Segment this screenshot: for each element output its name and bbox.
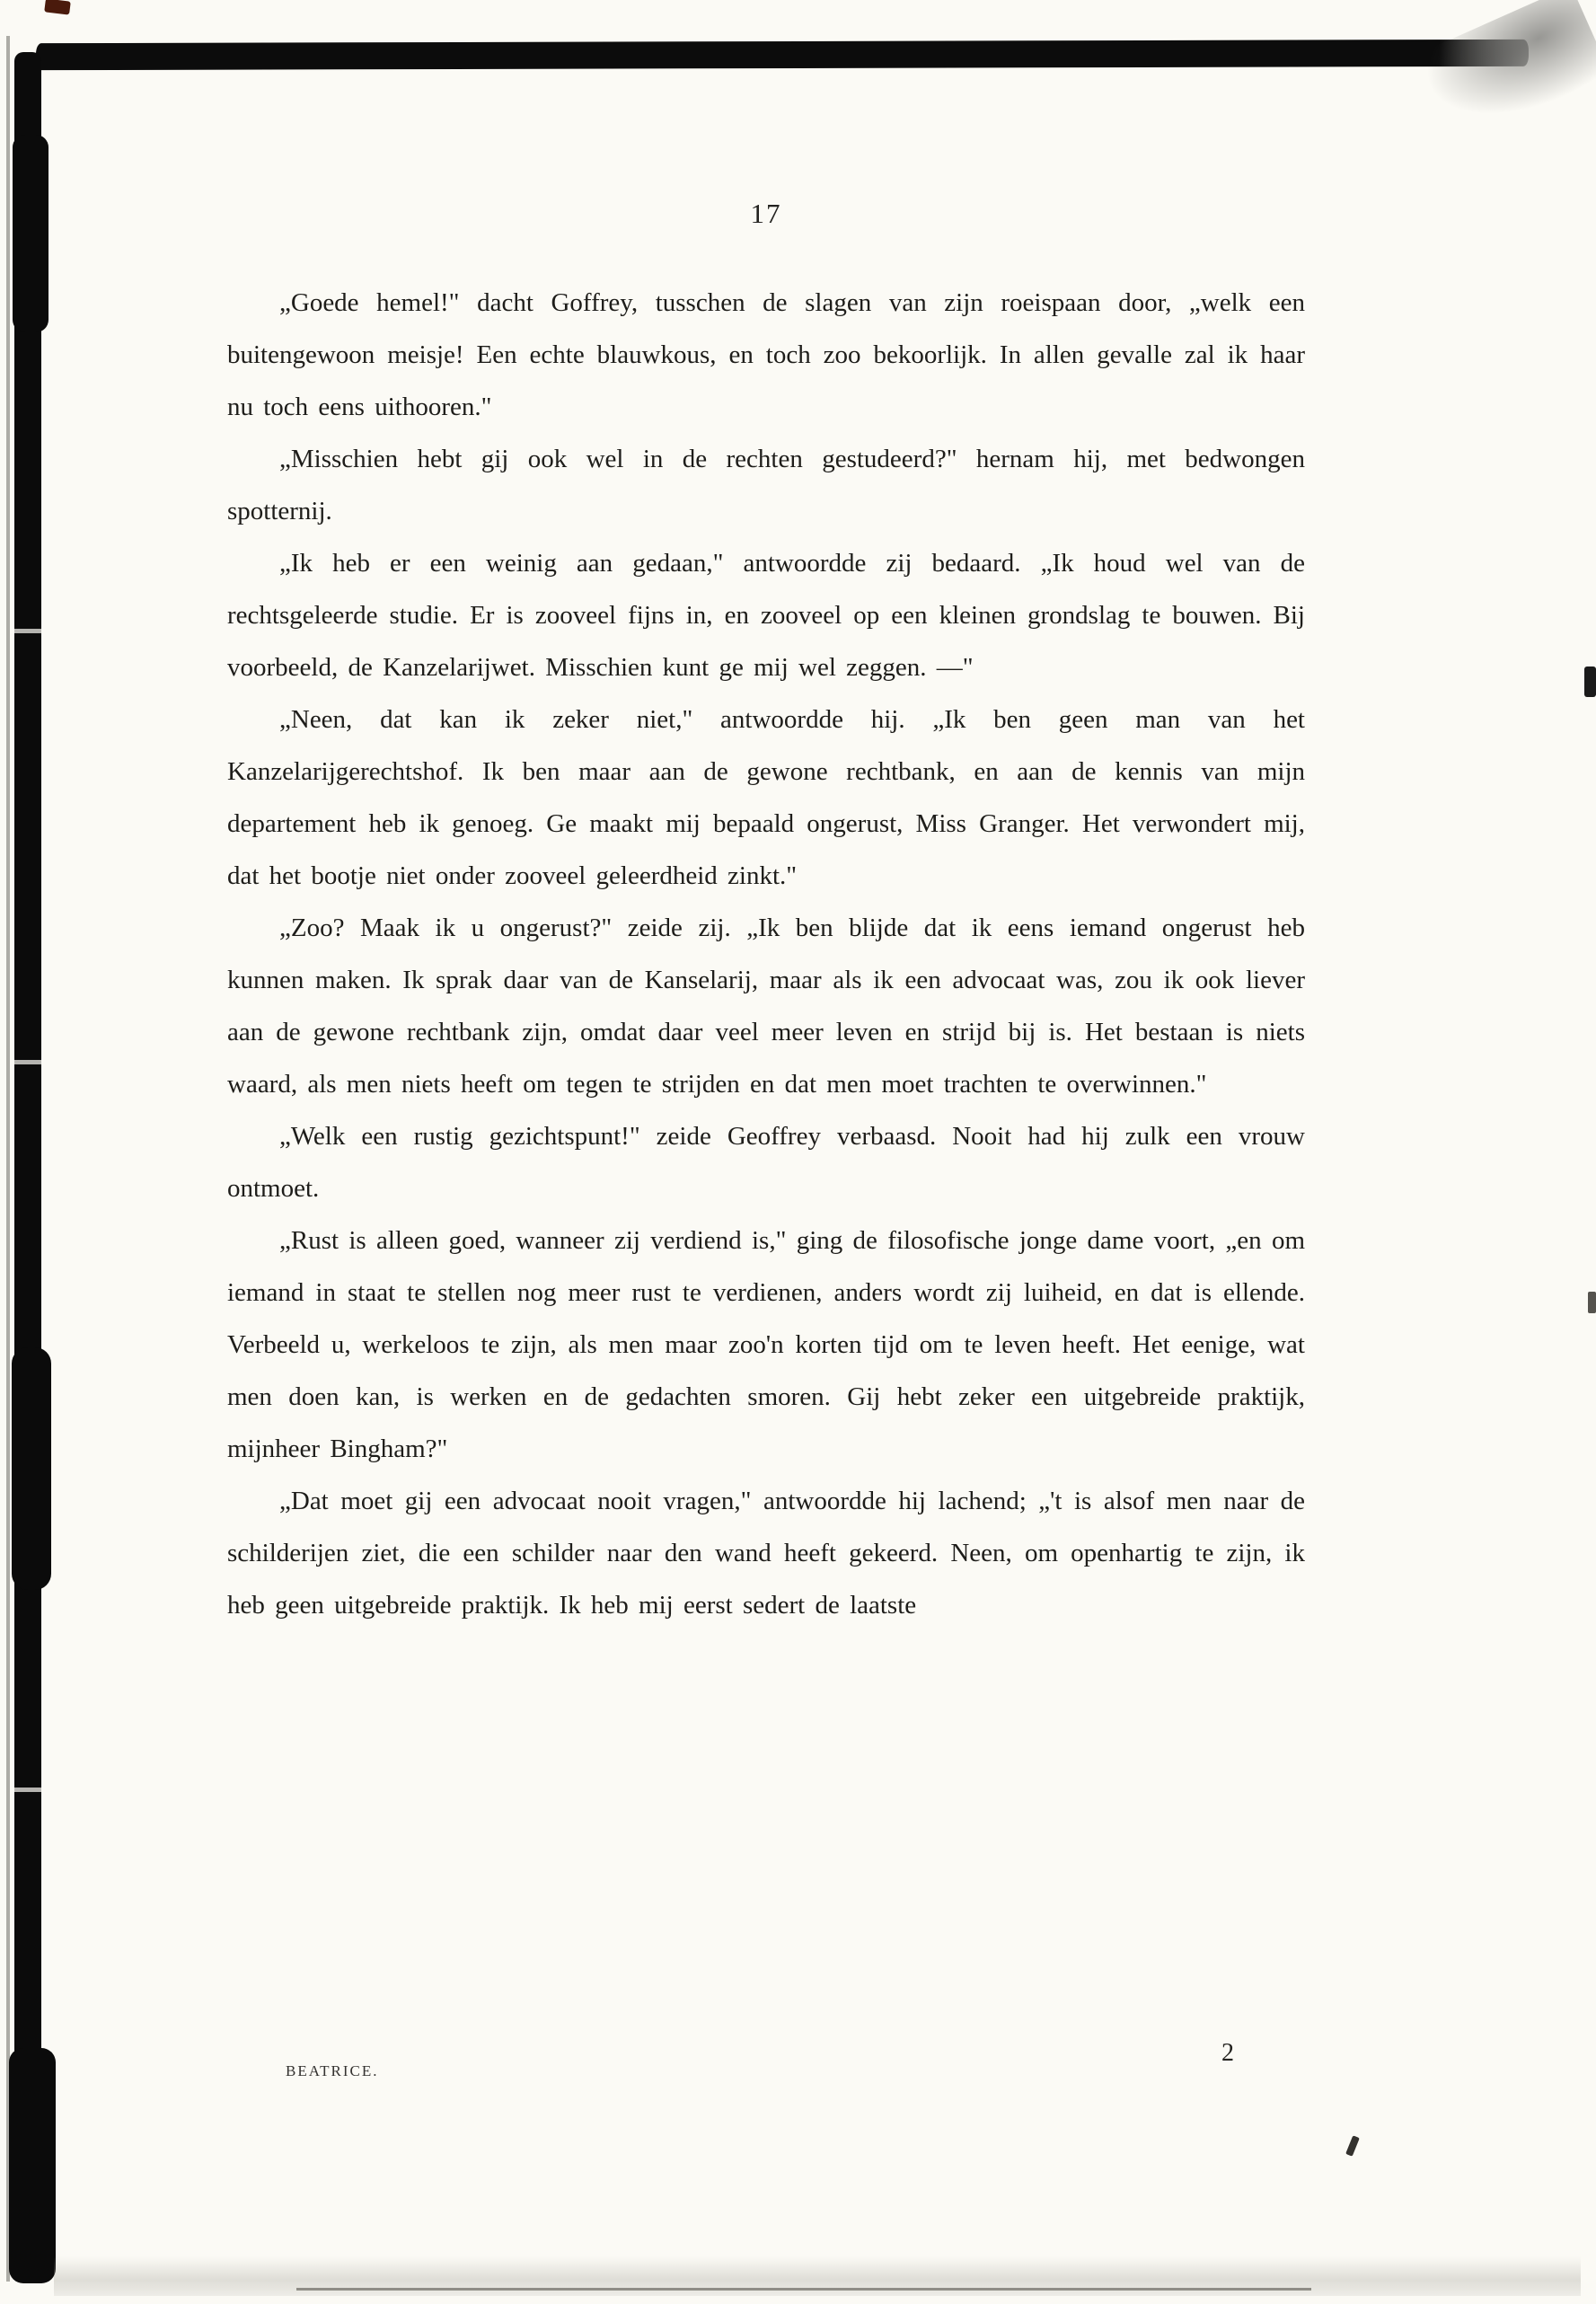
paragraph: „Misschien hebt gij ook wel in de rechten gestudeerd?" hernam hij, met bedwongen spotternij. <box>227 445 1305 525</box>
scan-blob-left-bottom <box>9 2048 56 2283</box>
scan-edge-top <box>36 40 1529 70</box>
paragraph: „Zoo? Maak ik u ongerust?" zeide zij. „Ik ben blijde dat ik eens iemand ongerust heb kunnen maken. Ik sprak daar van de Kanselarij, maar als ik een advocaat was, zou ik ook liever aan de gewone rechtbank zijn, omdat daar veel meer leven en strijd bij is. Het bestaan is niets waard, als men niets heeft om tegen te strijden en dat men moet trachten te overwinnen." <box>227 914 1305 1099</box>
scan-tick-right <box>1584 666 1596 697</box>
scan-gap-left <box>14 629 41 633</box>
scan-line-bottom <box>296 2288 1311 2291</box>
scan-gap-left <box>14 1060 41 1064</box>
paragraph: „Dat moet gij een advocaat nooit vragen," antwoordde hij lachend; „'t is alsof men naar de schilderijen ziet, die een schilder naar den wand heeft gekeerd. Neen, om openhartig te zijn, ik heb geen uitgebreide praktijk. Ik heb mij eerst sedert de laatste <box>227 1487 1305 1620</box>
scan-smudge-top-right <box>1415 0 1596 146</box>
scan-blob-left <box>12 1347 51 1590</box>
paragraph: „Neen, dat kan ik zeker niet," antwoordde hij. „Ik ben geen man van het Kanzelarijgerechtshof. Ik ben maar aan de gewone rechtbank, en aan de kennis van mijn departement heb ik genoeg. Ge maakt mij bepaald ongerust, Miss Granger. Het verwondert mij, dat het bootje niet onder zooveel geleerdheid zinkt." <box>227 705 1305 890</box>
page-number: 17 <box>750 198 782 229</box>
scan-gap-left <box>14 1788 41 1792</box>
footer-sheet-number: 2 <box>1221 2039 1234 2067</box>
paragraph: „Ik heb er een weinig aan gedaan," antwoordde zij bedaard. „Ik houd wel van de rechtsgeleerde studie. Er is zooveel fijns in, en zooveel op een kleinen grondslag te bouwen. Bij voorbeeld, de Kanzelarijwet. Misschien kunt ge mij wel zeggen. —" <box>227 549 1305 682</box>
footer-signature: BEATRICE. <box>286 2062 379 2079</box>
paragraph: „Welk een rustig gezichtspunt!" zeide Geoffrey verbaasd. Nooit had hij zulk een vrouw ontmoet. <box>227 1122 1305 1203</box>
paragraph: „Rust is alleen goed, wanneer zij verdiend is," ging de filosofische jonge dame voort, „en om iemand in staat te stellen nog meer rust te verdienen, anders wordt zij luiheid, en dat is ellende. Verbeeld u, werkeloos te zijn, als men maar zoo'n korten tijd om te leven heeft. Het eenige, wat men doen kan, is werken en de gedachten smoren. Gij hebt zeker een uitgebreide praktijk, mijnheer Bingham?" <box>227 1226 1305 1463</box>
scan-blob-left-top <box>13 135 48 332</box>
scan-tick-right <box>1588 1292 1596 1313</box>
scan-edge-left <box>14 52 41 2282</box>
text-block <box>227 277 1305 1631</box>
scan-mark-bottom-right <box>1345 2135 1360 2156</box>
paragraph: „Goede hemel!" dacht Goffrey, tusschen de slagen van zijn roeispaan door, „welk een buitengewoon meisje! Een echte blauwkous, en toch zoo bekoorlijk. In allen gevalle zal ik haar nu toch eens uithooren." <box>227 288 1305 421</box>
scan-mark-top-left <box>44 0 71 15</box>
scan-edge-left-outer <box>6 36 10 2282</box>
